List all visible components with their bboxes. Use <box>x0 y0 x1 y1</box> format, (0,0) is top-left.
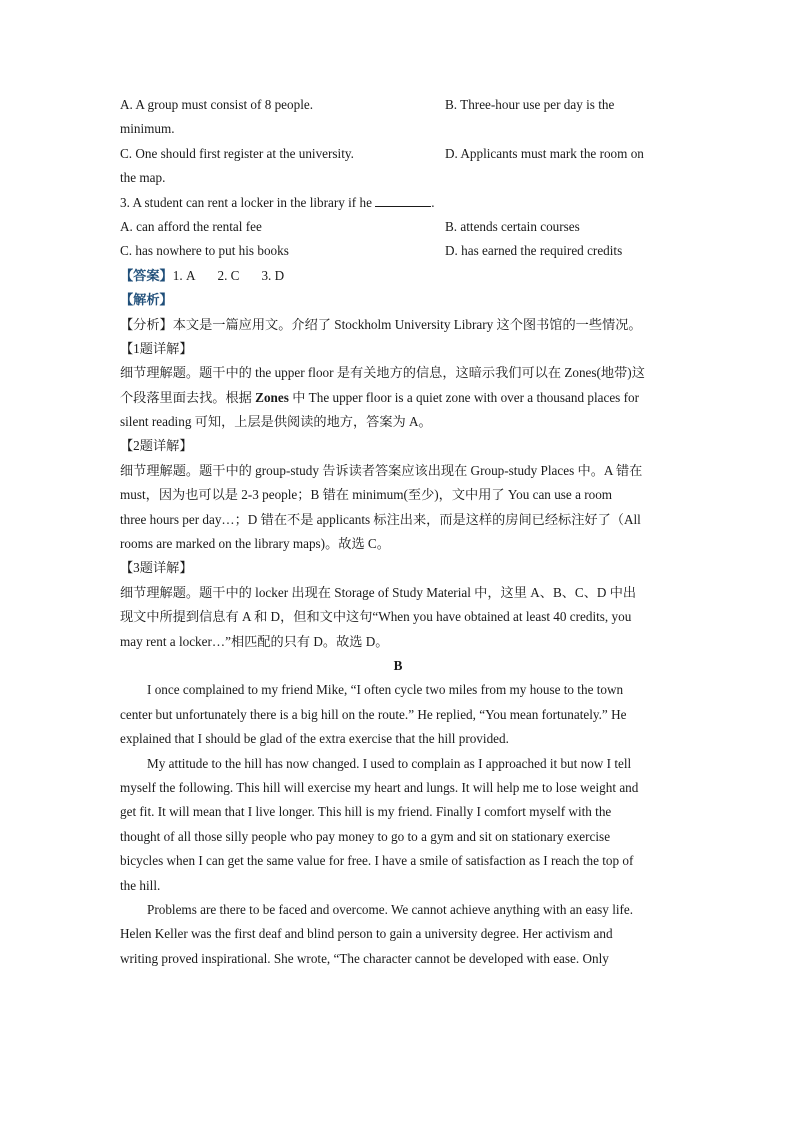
passage-p2-line-2: myself the following. This hill will exercise my heart and lungs. It will help me to lose weight and <box>120 779 639 795</box>
q1-detail-keyword: Zones <box>255 389 289 405</box>
q1-detail-line-2a: 个段落里面去找。根据 <box>120 389 256 405</box>
passage-p2-line-1: My attitude to the hill has now changed. I used to complain as I approached it but now I tell <box>147 755 632 771</box>
q2-option-a: A. A group must consist of 8 people. <box>120 97 314 112</box>
q3-option-row-ab <box>120 215 676 239</box>
q2-option-d: D. Applicants must mark the room on <box>445 145 644 161</box>
summary-tag: 【分析】 <box>120 316 173 332</box>
question-3-text: 3. A student can rent a locker in the library if he <box>120 194 372 210</box>
q1-detail-line-2 <box>120 386 676 410</box>
summary-line <box>120 313 676 337</box>
answer-line <box>120 264 676 288</box>
answer-blank <box>375 192 431 207</box>
passage-p2-line-5: bicycles when I can get the same value for free. I have a smile of satisfaction as I reach the top of <box>120 853 634 869</box>
q1-detail-tag: 【1题详解】 <box>120 340 193 356</box>
question-3-end: . <box>431 194 435 210</box>
q2-detail-line-2: must，因为也可以是 2-3 people；B 错在 minimum(至少)，文中用了 You can use a room <box>120 487 613 503</box>
q3-detail-tag: 【3题详解】 <box>120 560 193 576</box>
q1-detail-line-2c: 中 The upper floor is a quiet zone with over a thousand places for <box>288 389 639 405</box>
passage-p2-line-4: thought of all those silly people who pay money to go to a gym and sit on stationary exercise <box>120 828 611 844</box>
q3-detail-line-2: 现文中所提到信息有 A 和 D，但和文中这句“When you have obtained at least 40 credits, you <box>120 609 632 625</box>
q1-detail-line-3: silent reading 可知，上层是供阅读的地方，答案为 A。 <box>120 414 432 430</box>
q2-option-c: C. One should first register at the university. <box>120 145 354 161</box>
q2-option-b-continuation: minimum. <box>120 121 175 137</box>
page-content <box>120 93 676 971</box>
q3-option-d: D. has earned the required credits <box>445 243 623 259</box>
answer-3: 3. D <box>261 267 285 283</box>
q2-detail-tag: 【2题详解】 <box>120 438 193 454</box>
passage-p1-line-1: I once complained to my friend Mike, “I often cycle two miles from my house to the town <box>147 682 624 698</box>
passage-p3-line-3: writing proved inspirational. She wrote, “The character cannot be developed with ease. Only <box>120 950 609 966</box>
analysis-heading <box>120 288 676 312</box>
passage-p1-line-3: explained that I should be glad of the extra exercise that the hill provided. <box>120 731 509 747</box>
q1-detail-line-1: 细节理解题。题干中的 the upper floor 是有关地方的信息，这暗示我们可以在 Zones(地带)这 <box>120 365 645 381</box>
q3-option-row-cd <box>120 239 676 263</box>
q2-option-d-continuation: the map. <box>120 170 166 186</box>
q2-option-row-cd <box>120 142 676 166</box>
passage-p3-line-2: Helen Keller was the first deaf and blind person to gain a university degree. Her activism and <box>120 926 613 942</box>
q2-option-b: B. Three-hour use per day is the <box>445 97 615 112</box>
passage-p3-line-1: Problems are there to be faced and overcome. We cannot achieve anything with an easy life. <box>147 901 634 917</box>
passage-p2-line-3: get fit. It will mean that I live longer. This hill is my friend. Finally I comfort myself with the <box>120 804 612 820</box>
question-3-stem <box>120 191 676 215</box>
passage-p2-line-6: the hill. <box>120 877 161 893</box>
q2-detail-line-1: 细节理解题。题干中的 group-study 告诉读者答案应该出现在 Group-study Places 中。A 错在 <box>120 462 643 478</box>
answer-1: 1. A <box>172 267 196 283</box>
q3-detail-line-1: 细节理解题。题干中的 locker 出现在 Storage of Study Material 中，这里 A、B、C、D 中出 <box>120 584 637 600</box>
section-b-heading: B <box>393 657 403 673</box>
answer-tag: 【答案】 <box>120 267 173 283</box>
answer-2: 2. C <box>217 267 240 283</box>
q2-detail-line-3: three hours per day…；D 错在不是 applicants 标注出来，而是这样的房间已经标注好了（All <box>120 511 641 527</box>
q2-detail-heading <box>120 434 676 458</box>
summary-text: 本文是一篇应用文。介绍了 Stockholm University Library 这个图书馆的一些情况。 <box>172 316 642 332</box>
q2-detail-line-4: rooms are marked on the library maps)。故选 C。 <box>120 536 390 552</box>
q1-detail-heading <box>120 337 676 361</box>
q3-option-a: A. can afford the rental fee <box>120 218 262 234</box>
q3-option-b: B. attends certain courses <box>445 218 580 234</box>
q3-detail-heading <box>120 556 676 580</box>
analysis-tag: 【解析】 <box>120 292 173 308</box>
q3-option-c: C. has nowhere to put his books <box>120 243 289 259</box>
q2-option-row-ab <box>120 93 676 117</box>
q3-detail-line-3: may rent a locker…”相匹配的只有 D。故选 D。 <box>120 633 389 649</box>
passage-p1-line-2: center but unfortunately there is a big hill on the route.” He replied, “You mean fortunately.” He <box>120 706 627 722</box>
